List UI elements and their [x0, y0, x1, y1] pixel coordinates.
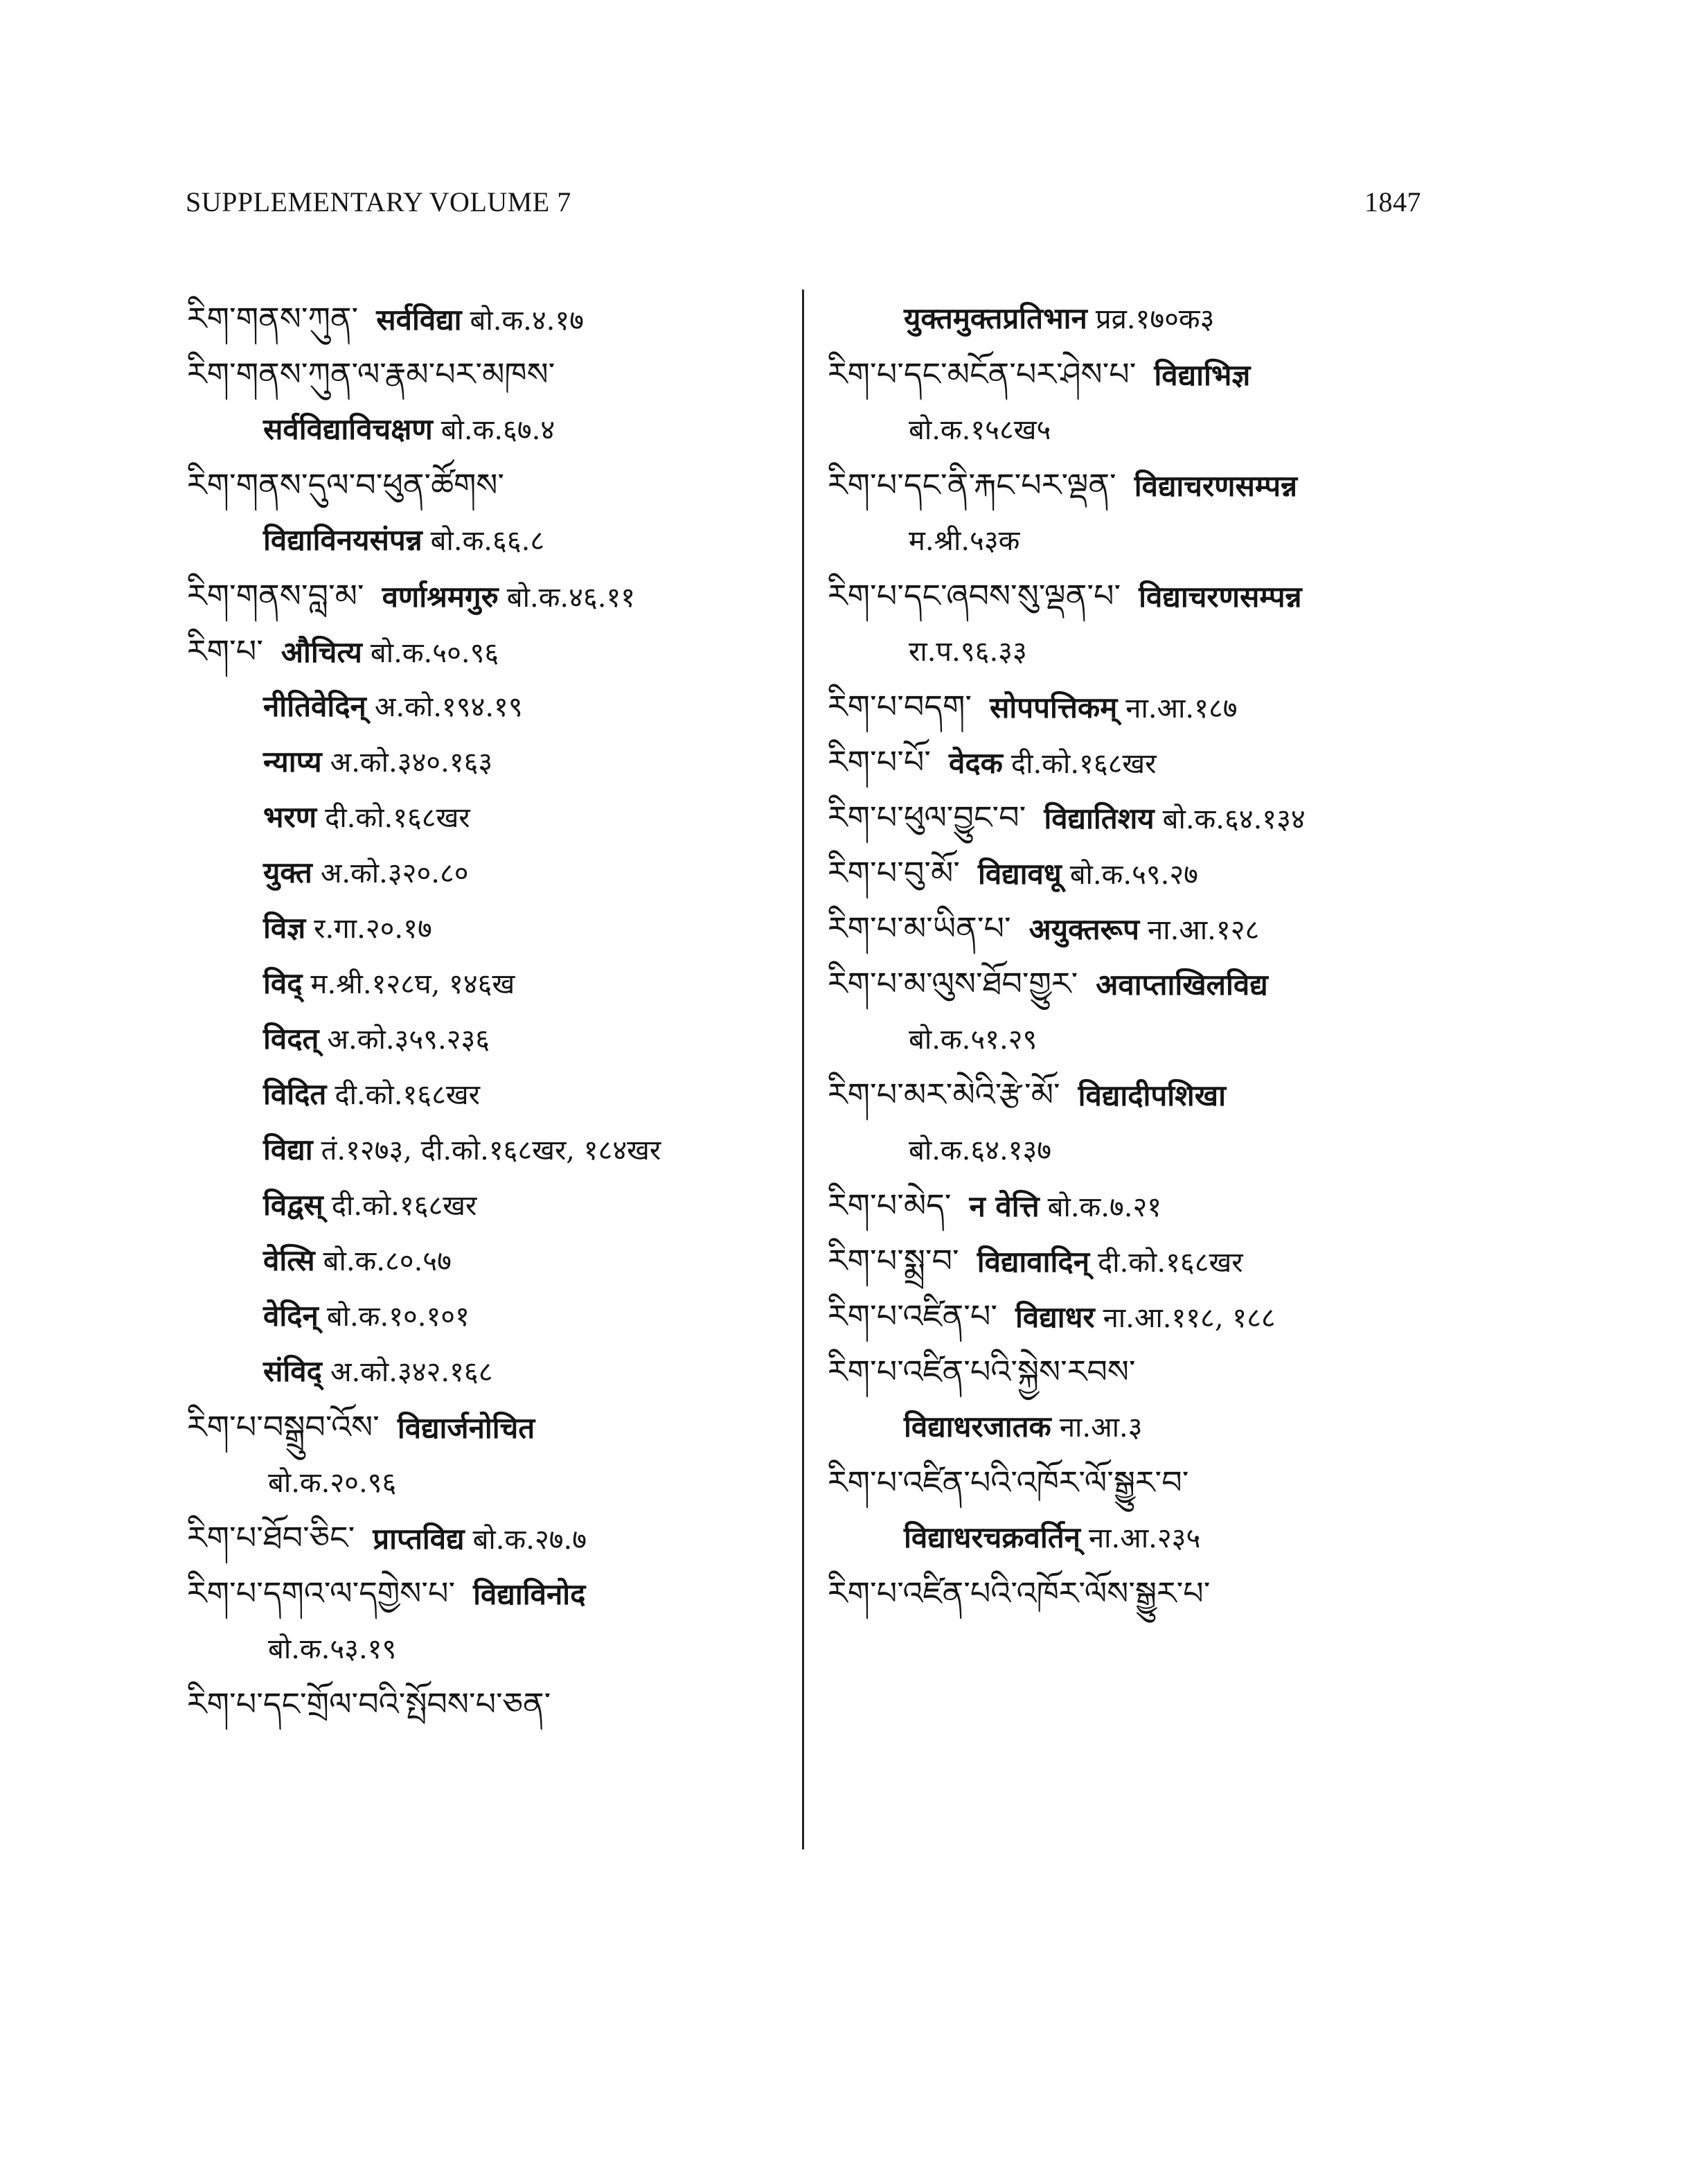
- dictionary-entry: [828, 679, 1451, 734]
- dictionary-entry: [187, 845, 796, 900]
- sanskrit-equivalent: नीतिवेदिन्: [263, 689, 366, 723]
- source-reference: ना.आ.१८७: [1125, 693, 1238, 725]
- source-reference: ना.आ.३: [1059, 1412, 1143, 1444]
- dictionary-entry: [187, 568, 796, 623]
- sanskrit-equivalent: विद्याधरजातक: [904, 1410, 1051, 1444]
- source-reference: बो.क.८०.५७: [323, 1245, 452, 1277]
- sanskrit-equivalent: सोपपत्तिकम्: [990, 691, 1118, 725]
- source-reference: म.श्री.५३क: [909, 525, 1020, 557]
- sanskrit-equivalent: वेदक: [949, 746, 1003, 780]
- source-reference: बो.क.५१.२९: [909, 1024, 1037, 1056]
- tibetan-headword: རིག་པ་འཛིན་པའི་འཁོར་ལོ་སྒྱུར་བ་: [828, 1464, 1189, 1501]
- source-reference: दी.को.१६८खर: [1098, 1247, 1243, 1279]
- dictionary-entry: [828, 1288, 1451, 1344]
- dictionary-entry: [187, 956, 796, 1011]
- sanskrit-equivalent: संविद्: [263, 1354, 322, 1388]
- dictionary-entry: [187, 1233, 796, 1288]
- sanskrit-equivalent: न वेत्ति: [969, 1189, 1040, 1223]
- sanskrit-equivalent: विद्याचरणसम्पन्न: [1134, 469, 1298, 503]
- dictionary-entry: [828, 1178, 1451, 1233]
- dictionary-entry: [828, 623, 1451, 679]
- source-reference: बो.क.५०.९६: [370, 637, 499, 669]
- dictionary-entry: [828, 956, 1451, 1011]
- dictionary-entry: [187, 1455, 796, 1510]
- source-reference: दी.को.१६८खर: [335, 1079, 480, 1111]
- sanskrit-equivalent: विद्यावधू: [977, 857, 1062, 891]
- sanskrit-equivalent: विद्यावादिन्: [977, 1245, 1090, 1279]
- source-reference: बो.क.६६.८: [430, 525, 545, 557]
- sanskrit-equivalent: वेदिन्: [263, 1299, 319, 1333]
- source-reference: म.श्री.१२८घ, १४६ख: [310, 968, 515, 1000]
- tibetan-headword: རིག་པ་བུ་མོ་: [828, 854, 960, 891]
- tibetan-headword: རིག་གནས་ཀུན་ལ་རྣམ་པར་མཁས་: [187, 355, 555, 393]
- source-reference: ना.आ.१२८: [1148, 914, 1260, 946]
- source-reference: अ.को.१९४.१९: [374, 691, 523, 723]
- tibetan-headword: རིག་པ་དང་གྲོལ་བའི་སྤོབས་པ་ཅན་: [187, 1685, 551, 1723]
- sanskrit-equivalent: युक्तमुक्तप्रतिभान: [904, 301, 1087, 335]
- running-header: SUPPLEMENTARY VOLUME 7: [186, 186, 571, 217]
- dictionary-entry: [187, 346, 796, 402]
- dictionary-entry: [828, 291, 1451, 346]
- dictionary-entry: [828, 1344, 1451, 1399]
- source-reference: अ.को.३४२.१६८: [330, 1356, 493, 1388]
- tibetan-headword: རིག་པ་: [187, 632, 263, 670]
- tibetan-headword: རིག་པ་སྨྲ་བ་: [828, 1242, 959, 1279]
- sanskrit-equivalent: विद्: [263, 966, 303, 1000]
- source-reference: बो.क.५९.२७: [1069, 859, 1198, 891]
- tibetan-headword: རིག་པ་ཐོབ་ཅིང་: [187, 1519, 355, 1556]
- source-reference: अ.को.३४०.१६३: [330, 747, 493, 779]
- dictionary-entry: [187, 734, 796, 790]
- sanskrit-equivalent: न्याप्य: [263, 745, 322, 779]
- sanskrit-equivalent: विद्याभिज्ञ: [1154, 358, 1251, 392]
- dictionary-entry: [187, 623, 796, 679]
- dictionary-entry: [828, 1122, 1451, 1178]
- dictionary-entry: [828, 1510, 1451, 1565]
- dictionary-entry: [187, 1178, 796, 1233]
- source-reference: बो.क.५३.१९: [268, 1633, 397, 1665]
- dictionary-entry: [828, 790, 1451, 845]
- sanskrit-equivalent: विद्यार्जनोचित: [397, 1411, 535, 1445]
- sanskrit-equivalent: विद्याविनयसंपन्न: [263, 523, 422, 557]
- sanskrit-equivalent: युक्त: [263, 855, 312, 889]
- tibetan-headword: རིག་གནས་ཀུན་: [187, 300, 359, 337]
- tibetan-headword: རིག་པ་མ་ལུས་ཐོབ་གྱུར་: [828, 965, 1078, 1002]
- tibetan-headword: རིག་པ་པོ་: [828, 743, 931, 781]
- dictionary-entry: [187, 1288, 796, 1344]
- tibetan-headword: རིག་པ་འཛིན་པའི་འཁོར་ལོས་སྒྱུར་པ་: [828, 1574, 1211, 1612]
- sanskrit-equivalent: विद्याधरचक्रवर्तिन्: [904, 1520, 1080, 1554]
- source-reference: बो.क.४.१७: [470, 305, 584, 337]
- dictionary-entry: [187, 1344, 796, 1399]
- source-reference: दी.को.१६८खर: [331, 1190, 477, 1222]
- dictionary-entry: [187, 1510, 796, 1565]
- source-reference: र.गा.२०.१७: [314, 913, 432, 945]
- source-reference: रा.प.९६.३३: [909, 636, 1027, 668]
- tibetan-headword: རིག་པ་མེད་: [828, 1187, 952, 1224]
- source-reference: बो.क.७.२१: [1047, 1191, 1162, 1223]
- tibetan-headword: རིག་པ་དང་ནི་རྐང་པར་ལྡན་: [828, 466, 1116, 504]
- dictionary-entry: [187, 1676, 796, 1732]
- sanskrit-equivalent: विद्याचरणसम्पन्न: [1139, 580, 1302, 614]
- dictionary-entry: [828, 346, 1451, 402]
- dictionary-entry: [187, 513, 796, 568]
- source-reference: प्रव्र.१७०क३: [1095, 303, 1215, 335]
- column-divider: [802, 290, 804, 1849]
- dictionary-entry: [187, 790, 796, 845]
- tibetan-headword: རིག་གནས་དུལ་བ་ཕུན་ཚོགས་: [187, 466, 505, 504]
- dictionary-entry: [828, 1565, 1451, 1621]
- tibetan-headword: རིག་པ་འཛིན་པ་: [828, 1297, 997, 1335]
- source-reference: बो.क.६४.१३७: [909, 1135, 1052, 1166]
- dictionary-entry: [828, 402, 1451, 457]
- sanskrit-equivalent: विद्यादीपशिखा: [1078, 1078, 1226, 1112]
- tibetan-headword: རིག་པ་ཕུལ་བྱུང་བ་: [828, 799, 1026, 836]
- tibetan-headword: རིག་གནས་བླ་མ་: [187, 577, 364, 614]
- dictionary-entry: [187, 1399, 796, 1455]
- sanskrit-equivalent: विद्याविनोद: [473, 1577, 586, 1611]
- dictionary-entry: [187, 291, 796, 346]
- dictionary-entry: [828, 1011, 1451, 1067]
- tibetan-headword: རིག་པ་མ་ཡིན་པ་: [828, 909, 1011, 947]
- source-reference: दी.को.१६८खर: [325, 802, 470, 834]
- source-reference: ना.आ.११८, १८८: [1103, 1302, 1276, 1334]
- dictionary-entry: [187, 900, 796, 956]
- source-reference: तं.१२७३, दी.को.१६८खर, १८४खर: [321, 1135, 661, 1166]
- sanskrit-equivalent: सर्वविद्याविचक्षण: [263, 412, 433, 446]
- dictionary-entry: [828, 1233, 1451, 1288]
- dictionary-entry: [187, 1122, 796, 1178]
- dictionary-entry: [828, 1399, 1451, 1455]
- sanskrit-equivalent: विद्वस्: [263, 1188, 323, 1222]
- source-reference: बो.क.२७.७: [472, 1524, 587, 1556]
- sanskrit-equivalent: प्राप्तविद्य: [373, 1522, 465, 1556]
- dictionary-entry: [187, 1621, 796, 1676]
- tibetan-headword: རིག་པ་མར་མེའི་རྩེ་མོ་: [828, 1076, 1060, 1113]
- source-reference: बो.क.६७.४: [440, 414, 555, 446]
- tibetan-headword: རིག་པ་བདག་: [828, 688, 972, 725]
- tibetan-headword: རིག་པ་བསྒྲུབ་འོས་: [187, 1408, 380, 1446]
- source-reference: अ.को.३२०.८०: [320, 858, 469, 889]
- dictionary-entry: [187, 457, 796, 513]
- sanskrit-equivalent: भरण: [263, 800, 317, 834]
- source-reference: बो.क.१०.१०१: [326, 1301, 470, 1333]
- left-column: [187, 291, 796, 1732]
- dictionary-entry: [828, 513, 1451, 568]
- tibetan-headword: རིག་པ་དང་མངོན་པར་ཤེས་པ་: [828, 355, 1137, 393]
- dictionary-entry: [828, 568, 1451, 623]
- sanskrit-equivalent: विद्याधर: [1015, 1300, 1095, 1334]
- tibetan-headword: རིག་པ་འཛིན་པའི་སྐྱེས་རབས་: [828, 1353, 1136, 1390]
- source-reference: बो.क.४६.११: [506, 582, 636, 614]
- source-reference: अ.को.३५९.२३६: [327, 1024, 490, 1056]
- sanskrit-equivalent: सर्वविद्या: [376, 303, 462, 337]
- dictionary-entry: [828, 734, 1451, 790]
- dictionary-entry: [828, 845, 1451, 900]
- dictionary-entry: [828, 900, 1451, 956]
- dictionary-entry: [828, 1455, 1451, 1510]
- dictionary-entry: [187, 1565, 796, 1621]
- tibetan-headword: རིག་པ་དང་ཞབས་སུ་ལྡན་པ་: [828, 577, 1121, 614]
- source-reference: ना.आ.२३५: [1088, 1522, 1201, 1554]
- dictionary-entry: [187, 679, 796, 734]
- sanskrit-equivalent: विज्ञ: [263, 911, 306, 945]
- source-reference: बो.क.२०.९६: [268, 1467, 397, 1499]
- right-column: [828, 291, 1451, 1621]
- sanskrit-equivalent: अवाप्ताखिलविद्य: [1096, 968, 1268, 1002]
- sanskrit-equivalent: विद्यातिशय: [1044, 801, 1155, 835]
- sanskrit-equivalent: विदित: [263, 1077, 327, 1111]
- sanskrit-equivalent: अयुक्तरूप: [1028, 912, 1140, 946]
- dictionary-entry: [187, 1011, 796, 1067]
- dictionary-entry: [828, 457, 1451, 513]
- source-reference: बो.क.६४.१३४: [1162, 804, 1306, 835]
- sanskrit-equivalent: वर्णाश्रमगुरु: [382, 580, 499, 614]
- sanskrit-equivalent: वेत्सि: [263, 1243, 315, 1277]
- page-number: 1847: [1364, 186, 1421, 217]
- source-reference: बो.क.१५८ख५: [909, 414, 1051, 446]
- sanskrit-equivalent: विद्या: [263, 1133, 313, 1166]
- sanskrit-equivalent: औचित्य: [280, 635, 362, 669]
- dictionary-entry: [187, 402, 796, 457]
- dictionary-entry: [187, 1067, 796, 1122]
- sanskrit-equivalent: विदत्: [263, 1022, 319, 1056]
- source-reference: दी.को.१६८खर: [1010, 748, 1157, 780]
- dictionary-entry: [828, 1067, 1451, 1122]
- tibetan-headword: རིག་པ་དགའ་ལ་དགྱེས་པ་: [187, 1574, 456, 1612]
